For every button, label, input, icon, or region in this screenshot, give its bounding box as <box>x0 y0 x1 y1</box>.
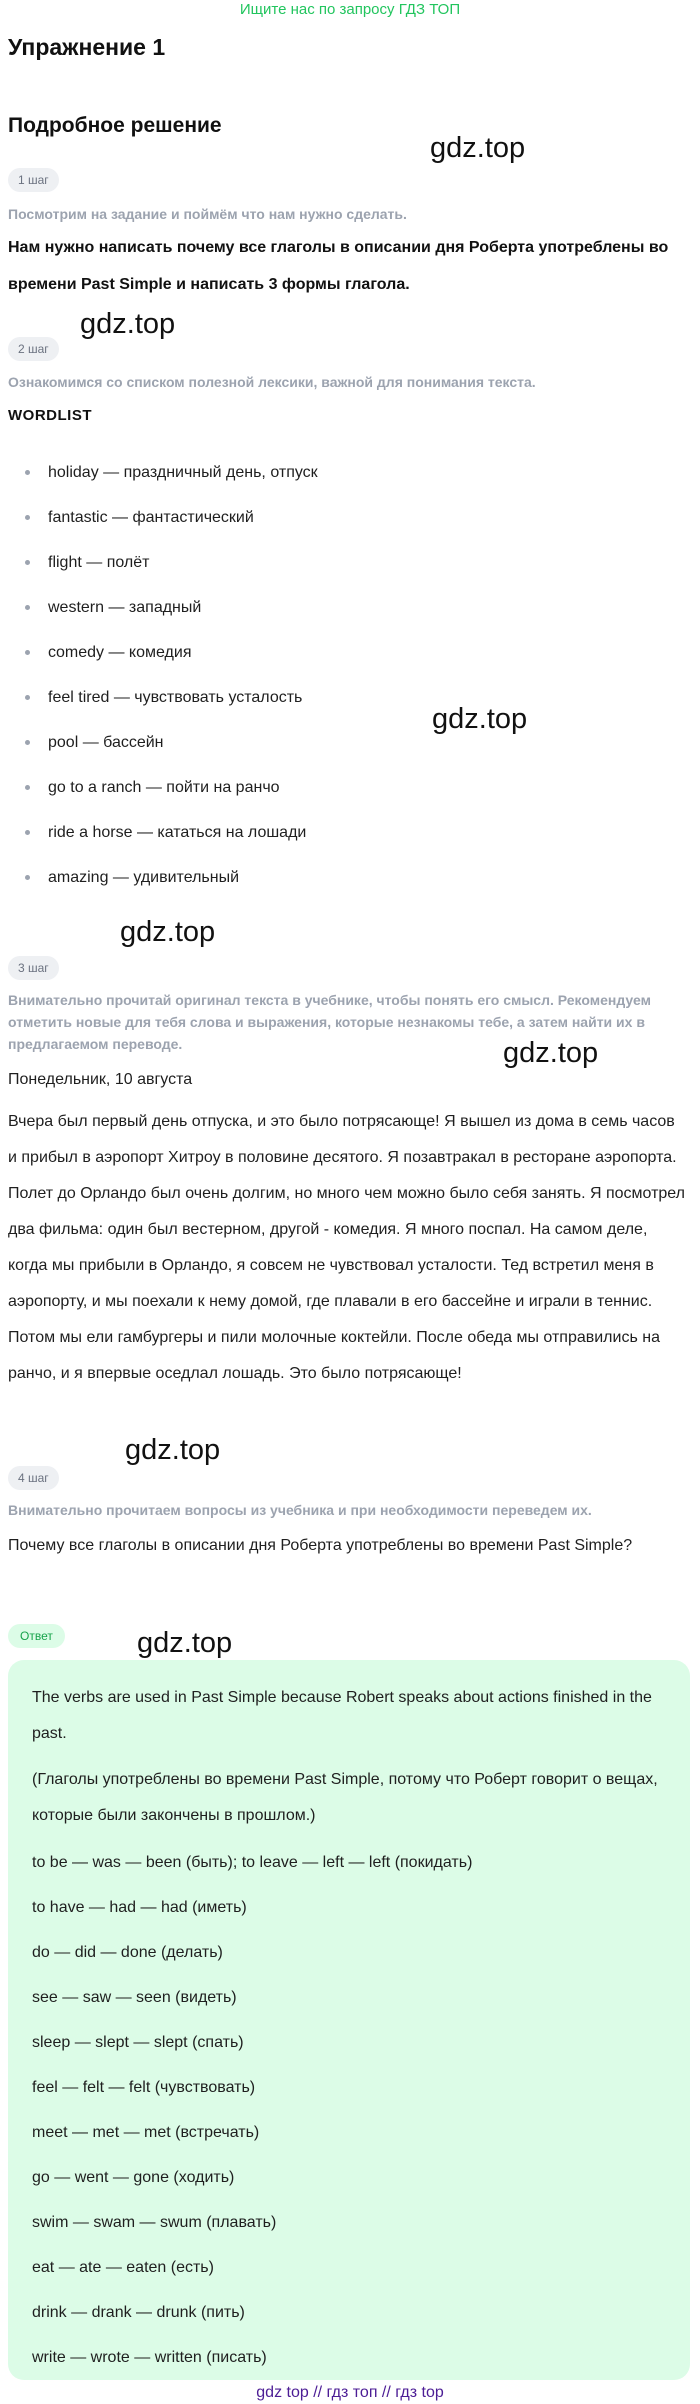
footer-links[interactable]: gdz top // гдз топ // гдз top <box>256 2384 444 2401</box>
word-entry: comedy — комедия <box>48 644 192 661</box>
exercise-title: Упражнение 1 <box>8 34 166 60</box>
list-item: meet — met — met (встречать) <box>32 2124 260 2141</box>
wordlist-title: WORDLIST <box>8 407 92 424</box>
list-item <box>20 855 318 900</box>
word-entry: amazing — удивительный <box>48 869 240 886</box>
list-item: to have — had — had (иметь) <box>32 1899 247 1916</box>
watermark: gdz.top <box>137 1627 233 1659</box>
list-item <box>20 585 318 630</box>
list-item: see — saw — seen (видеть) <box>32 1989 237 2006</box>
list-item: to be — was — been (быть); to leave — left — left (покидать) <box>32 1854 473 1871</box>
text-date: Понедельник, 10 августа <box>8 1071 193 1088</box>
step-badge: 3 шаг <box>8 956 59 980</box>
list-item: eat — ate — eaten (есть) <box>32 2259 214 2276</box>
list-item: swim — swam — swum (плавать) <box>32 2214 277 2231</box>
watermark: gdz.top <box>80 308 176 340</box>
bullet-icon <box>25 830 30 835</box>
task-statement: Нам нужно написать почему все глаголы в описании дня Роберта употреблены во времени Past Simple и написать 3 формы глагола. <box>8 239 669 293</box>
list-item: feel — felt — felt (чувствовать) <box>32 2079 256 2096</box>
bullet-icon <box>25 875 30 880</box>
watermark: gdz.top <box>120 916 216 948</box>
watermark: gdz.top <box>503 1037 599 1069</box>
list-item <box>20 675 318 720</box>
list-item: write — wrote — written (писать) <box>32 2349 267 2366</box>
question-text: Почему все глаголы в описании дня Роберта употреблены во времени Past Simple? <box>8 1537 633 1554</box>
word-entry: flight — полёт <box>48 554 150 571</box>
answer-russian: (Глаголы употреблены во времени Past Simple, потому что Роберт говорит о вещах, которые были закончены в прошлом.) <box>32 1771 658 1824</box>
list-item <box>20 450 318 495</box>
list-item: drink — drank — drunk (пить) <box>32 2304 245 2321</box>
bullet-icon <box>25 470 30 475</box>
bullet-icon <box>25 740 30 745</box>
watermark: gdz.top <box>125 1434 221 1466</box>
list-item: go — went — gone (ходить) <box>32 2169 235 2186</box>
step-hint: Посмотрим на задание и поймём что нам нужно сделать. <box>8 206 407 222</box>
list-item: do — did — done (делать) <box>32 1944 223 1961</box>
word-entry: ride a horse — кататься на лошади <box>48 824 307 841</box>
bullet-icon <box>25 515 30 520</box>
translation-text: Вчера был первый день отпуска, и это было потрясающе! Я вышел из дома в семь часов и прибыл в аэропорт Хитроу в половине десятого. Я позавтракал в ресторане аэропорта. Полет до Орландо был очень долгим, но много чем можно было себя занять. Я посмотрел два фильма: один был вестерном, другой - комедия. Я много поспал. На самом деле, когда мы прибыли в Орландо, я совсем не чувствовал усталости. Тед встретил меня в аэропорту, и мы поехали к нему домой, где плавали в его бассейне и играли в теннис. Потом мы ели гамбургеры и пили молочные коктейли. После обеда мы отправились на ранчо, и я впервые оседлал лошадь. Это было потрясающе! <box>8 1113 685 1382</box>
bullet-icon <box>25 560 30 565</box>
step-badge: 2 шаг <box>8 337 59 361</box>
step-hint: Ознакомимся со списком полезной лексики, важной для понимания текста. <box>8 374 536 390</box>
bullet-icon <box>25 785 30 790</box>
list-item: sleep — slept — slept (спать) <box>32 2034 244 2051</box>
bullet-icon <box>25 650 30 655</box>
answer-english: The verbs are used in Past Simple because Robert speaks about actions finished in the past. <box>32 1689 652 1742</box>
list-item <box>20 810 318 855</box>
list-item <box>20 765 318 810</box>
wordlist <box>20 450 318 900</box>
word-entry: go to a ranch — пойти на ранчо <box>48 779 280 796</box>
list-item <box>20 540 318 585</box>
word-entry: pool — бассейн <box>48 734 164 751</box>
search-banner[interactable]: Ищите нас по запросу ГДЗ ТОП <box>239 1 461 18</box>
step-badge: 4 шаг <box>8 1466 59 1490</box>
word-entry: western — западный <box>48 599 202 616</box>
verb-forms-list <box>32 1840 472 2380</box>
list-item <box>20 495 318 540</box>
step-hint: Внимательно прочитаем вопросы из учебника и при необходимости переведем их. <box>8 1502 592 1518</box>
bullet-icon <box>25 695 30 700</box>
list-item <box>20 630 318 675</box>
bullet-icon <box>25 605 30 610</box>
solution-title: Подробное решение <box>8 114 222 137</box>
step-badge: 1 шаг <box>8 168 59 192</box>
step-hint: Внимательно прочитай оригинал текста в учебнике, чтобы понять его смысл. Рекомендуем отметить новые для тебя слова и выражения, которые незнакомы тебе, а затем найти их в предлагаемом переводе. <box>8 992 651 1052</box>
watermark: gdz.top <box>430 132 526 164</box>
watermark: gdz.top <box>432 703 528 735</box>
word-entry: fantastic — фантастический <box>48 509 254 526</box>
word-entry: feel tired — чувствовать усталость <box>48 689 303 706</box>
answer-badge: Ответ <box>8 1624 65 1648</box>
list-item <box>20 720 318 765</box>
word-entry: holiday — праздничный день, отпуск <box>48 464 318 481</box>
